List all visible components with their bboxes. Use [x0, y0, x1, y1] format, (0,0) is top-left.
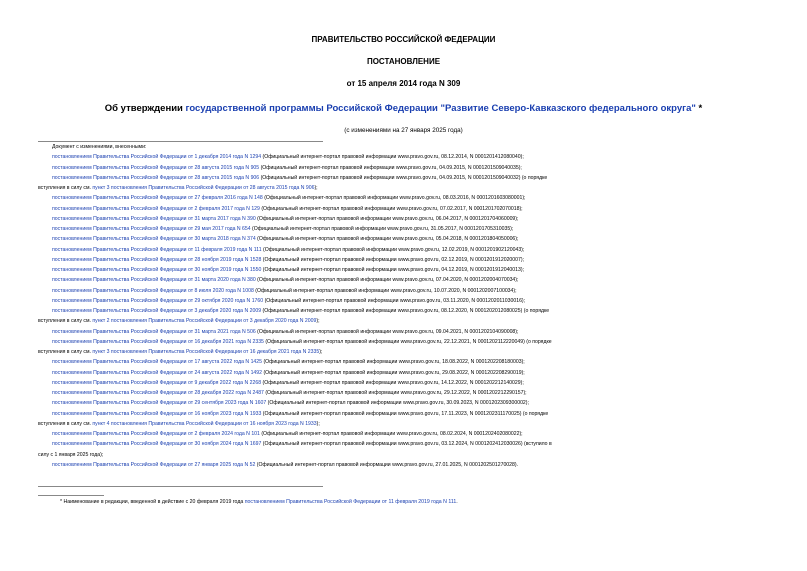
changes-list — [38, 142, 773, 470]
change-entry-source: (Официальный интернет-портал правовой информации www.pravo.gov.ru, 14.12.2022, N 0001202212140029); — [261, 379, 524, 386]
change-entry — [38, 286, 773, 296]
change-entry-link[interactable]: постановлением Правительства Российской Федерации от 29 октября 2020 года N 1760 — [52, 297, 264, 304]
continuation-link[interactable]: пункт 3 постановления Правительства Российской Федерации от 16 декабря 2021 года N 2335 — [92, 349, 320, 355]
footnote-text: * Наименование в редакции, введенной в действие с 20 февраля 2019 года — [60, 499, 245, 505]
change-entry-source: (Официальный интернет-портал правовой информации www.pravo.gov.ru, 12.02.2019, N 0001201902120043); — [261, 246, 525, 253]
continuation-text: вступления в силу см. — [38, 420, 93, 427]
change-entry — [38, 173, 773, 183]
change-entry — [38, 327, 773, 337]
title-program-link[interactable]: государственной программы Российской Федерации "Развитие Северо-Кавказского федерального округа" — [185, 103, 696, 114]
change-entry — [38, 204, 773, 214]
footnote-divider — [38, 495, 104, 496]
change-entry-source: (Официальный интернет-портал правовой информации www.pravo.gov.ru, 29.12.2022, N 0001202212290157); — [263, 390, 527, 396]
change-entry — [38, 388, 773, 398]
change-entry-link[interactable]: постановлением Правительства Российской Федерации от 1 декабря 2014 года N 1294 — [52, 154, 262, 161]
change-entry-continuation — [38, 450, 773, 460]
continuation-text: вступления в силу см. — [38, 318, 93, 325]
change-entry-link[interactable]: постановлением Правительства Российской Федерации от 31 марта 2020 года N 380 — [52, 277, 256, 284]
change-entry-link[interactable]: постановлением Правительства Российской Федерации от 3 декабря 2020 года N 2009 — [52, 308, 262, 314]
change-entry — [38, 409, 773, 419]
change-entry-source: (Официальный интернет-портал правовой информации www.pravo.gov.ru, 08.12.2014, N 0001201412080040); — [261, 154, 524, 161]
change-entry-source: (Официальный интернет-портал правовой информации www.pravo.gov.ru, 04.09.2015, N 0001201509040032) (о порядке — [259, 174, 548, 181]
continuation-link[interactable]: пункт 4 постановления Правительства Российской Федерации от 16 ноября 2023 года N 1933 — [92, 420, 317, 427]
change-entry-source: (Официальный интернет-портал правовой информации www.pravo.gov.ru, 07.04.2020, N 0001202004070034); — [255, 277, 519, 284]
change-entry — [38, 224, 773, 234]
change-entry-source: (Официальный интернет-портал правовой информации www.pravo.gov.ru, 04.09.2015, N 0001201509040035); — [259, 164, 522, 171]
continuation-end: ); — [316, 420, 320, 427]
change-entry — [38, 439, 773, 449]
continuation-end: ); — [314, 185, 318, 191]
title-footnote-mark: * — [695, 103, 703, 114]
change-entry — [38, 245, 773, 255]
change-entry-link[interactable]: постановлением Правительства Российской Федерации от 31 марта 2017 года N 390 — [52, 215, 256, 222]
change-entry-link[interactable]: постановлением Правительства Российской Федерации от 28 ноября 2019 года N 1528 — [52, 256, 262, 263]
change-entry-source: (Официальный интернет-портал правовой информации www.pravo.gov.ru, 22.12.2021, N 0001202112220049) (о порядке — [263, 338, 552, 345]
change-entry — [38, 214, 773, 224]
change-entry — [38, 193, 773, 203]
change-entry-link[interactable]: постановлением Правительства Российской Федерации от 29 мая 2017 года N 654 — [52, 226, 251, 232]
change-entry-source: (Официальный интернет-портал правовой информации www.pravo.gov.ru, 07.02.2017, N 0001201702070018); — [259, 205, 523, 212]
change-entry — [38, 368, 773, 378]
change-entry-source: (Официальный интернет-портал правовой информации www.pravo.gov.ru, 17.11.2023, N 0001202311170025) (о порядке — [261, 410, 549, 417]
change-entry-source: (Официальный интернет-портал правовой информации www.pravo.gov.ru, 08.12.2020, N 0001202012080025) (о порядке — [261, 308, 550, 314]
change-entry-link[interactable]: постановлением Правительства Российской Федерации от 2 февраля 2024 года N 101 — [52, 431, 260, 437]
continuation-end: ); — [316, 318, 320, 325]
continuation-text: силу с 1 января 2025 года); — [38, 451, 104, 458]
change-entry-source: (Официальный интернет-портал правовой информации www.pravo.gov.ru, 03.11.2020, N 0001202011030016); — [263, 297, 526, 304]
continuation-link[interactable]: пункт 2 постановления Правительства Российской Федерации от 3 декабря 2020 года N 2009 — [92, 318, 317, 325]
document-title — [0, 103, 807, 114]
change-entry-link[interactable]: постановлением Правительства Российской Федерации от 16 декабря 2021 года N 2335 — [52, 338, 264, 345]
change-entry-source: (Официальный интернет-портал правовой информации www.pravo.gov.ru, 08.03.2016, N 0001201603080001); — [262, 195, 526, 202]
change-entry — [38, 265, 773, 275]
change-entry-link[interactable]: постановлением Правительства Российской Федерации от 30 марта 2018 года N 374 — [52, 236, 256, 243]
doc-date-number: от 15 апреля 2014 года N 309 — [346, 79, 461, 88]
change-entry-source: (Официальный интернет-портал правовой информации www.pravo.gov.ru, 29.08.2022, N 0001202208290019); — [262, 369, 525, 376]
change-entry-link[interactable]: постановлением Правительства Российской Федерации от 17 августа 2022 года N 1425 — [52, 359, 263, 366]
change-entry-source: (Официальный интернет-портал правовой информации www.pravo.gov.ru, 18.08.2022, N 0001202208180003); — [262, 359, 525, 366]
change-entry-link[interactable]: постановлением Правительства Российской Федерации от 11 февраля 2019 года N 111 — [52, 246, 262, 253]
change-entry-link[interactable]: постановлением Правительства Российской Федерации от 28 августа 2015 года N 905 — [52, 164, 260, 171]
modification-note: (с изменениями на 27 января 2025 года) — [344, 127, 463, 134]
continuation-text: вступления в силу см. — [38, 185, 93, 191]
continuation-end: ); — [319, 349, 323, 355]
footnote — [38, 498, 773, 507]
change-entry-link[interactable]: постановлением Правительства Российской Федерации от 27 января 2025 года N 52 — [52, 461, 256, 468]
change-entry-source: (Официальный интернет-портал правовой информации www.pravo.gov.ru, 04.12.2019, N 0001201912040013); — [261, 267, 524, 273]
change-entry-link[interactable]: постановлением Правительства Российской Федерации от 30 ноября 2024 года N 1697 — [52, 441, 262, 448]
change-entry — [38, 296, 773, 306]
change-entry-source: (Официальный интернет-портал правовой информации www.pravo.gov.ru, 27.01.2025, N 0001202501270028). — [255, 461, 519, 468]
change-entry-continuation — [38, 183, 773, 193]
org-title: ПРАВИТЕЛЬСТВО РОССИЙСКОЙ ФЕДЕРАЦИИ — [311, 35, 496, 44]
change-entry-link[interactable]: постановлением Правительства Российской Федерации от 8 июля 2020 года N 1008 — [52, 287, 254, 294]
change-entry-link[interactable]: постановлением Правительства Российской Федерации от 27 февраля 2016 года N 148 — [52, 195, 263, 202]
change-entry — [38, 460, 773, 470]
change-entry — [38, 234, 773, 244]
change-entry-link[interactable]: постановлением Правительства Российской Федерации от 9 декабря 2022 года N 2268 — [52, 379, 262, 386]
change-entry — [38, 152, 773, 162]
change-entry-continuation — [38, 316, 773, 326]
change-entry-source: (Официальный интернет-портал правовой информации www.pravo.gov.ru, 30.09.2023, N 0001202309300002); — [266, 400, 529, 407]
change-entry-link[interactable]: постановлением Правительства Российской Федерации от 31 марта 2021 года N 506 — [52, 328, 256, 335]
change-entry-link[interactable]: постановлением Правительства Российской Федерации от 16 ноября 2023 года N 1933 — [52, 410, 262, 417]
change-entry-link[interactable]: постановлением Правительства Российской Федерации от 2 февраля 2017 года N 129 — [52, 205, 260, 212]
change-entry — [38, 398, 773, 408]
change-entry-source: (Официальный интернет-портал правовой информации www.pravo.gov.ru, 31.05.2017, N 0001201705310035); — [250, 226, 514, 232]
change-entry-continuation — [38, 419, 773, 429]
doc-type: ПОСТАНОВЛЕНИЕ — [366, 57, 441, 66]
change-entry — [38, 275, 773, 285]
continuation-link[interactable]: пункт 3 постановления Правительства Российской Федерации от 28 августа 2015 года N 906 — [92, 185, 315, 191]
change-entry-link[interactable]: постановлением Правительства Российской Федерации от 30 ноября 2019 года N 1550 — [52, 267, 262, 273]
change-entry-source: (Официальный интернет-портал правовой информации www.pravo.gov.ru, 02.12.2019, N 0001201912020007); — [261, 256, 524, 263]
change-entry-source: (Официальный интернет-портал правовой информации www.pravo.gov.ru, 08.02.2024, N 0001202402080022); — [259, 431, 523, 437]
change-entry-source: (Официальный интернет-портал правовой информации www.pravo.gov.ru, 05.04.2018, N 0001201804050006); — [255, 236, 519, 243]
change-entry — [38, 163, 773, 173]
change-entry — [38, 337, 773, 347]
change-entry-link[interactable]: постановлением Правительства Российской Федерации от 28 августа 2015 года N 906 — [52, 174, 260, 181]
change-entry-link[interactable]: постановлением Правительства Российской Федерации от 29 сентября 2023 года N 1607 — [52, 400, 267, 407]
continuation-text: вступления в силу см. — [38, 349, 93, 355]
change-entry-link[interactable]: постановлением Правительства Российской Федерации от 28 декабря 2022 года N 2487 — [52, 390, 264, 396]
change-entry — [38, 357, 773, 367]
bottom-divider — [38, 486, 323, 487]
footnote-end: . — [456, 499, 458, 505]
title-prefix: Об утверждении — [104, 103, 186, 114]
change-entry — [38, 378, 773, 388]
change-entry — [38, 306, 773, 316]
footnote-link[interactable]: постановлением Правительства Российской Федерации от 11 февраля 2019 года N 111 — [244, 499, 457, 505]
change-entry-source: (Официальный интернет-портал правовой информации www.pravo.gov.ru, 10.07.2020, N 0001202007100034); — [253, 287, 517, 294]
changes-heading: Документ с изменениями, внесенными: — [52, 144, 147, 150]
change-entry-continuation — [38, 347, 773, 357]
change-entry — [38, 255, 773, 265]
change-entry-link[interactable]: постановлением Правительства Российской Федерации от 24 августа 2022 года N 1492 — [52, 369, 263, 376]
change-entry-source: (Официальный интернет-портал правовой информации www.pravo.gov.ru, 06.04.2017, N 0001201704060009); — [255, 215, 519, 222]
change-entry-source: (Официальный интернет-портал правовой информации www.pravo.gov.ru, 09.04.2021, N 0001202104090008); — [255, 328, 519, 335]
change-entry-source: (Официальный интернет-портал правовой информации www.pravo.gov.ru, 03.12.2024, N 0001202412030026) (вступило в — [261, 441, 552, 448]
change-entry — [38, 429, 773, 439]
